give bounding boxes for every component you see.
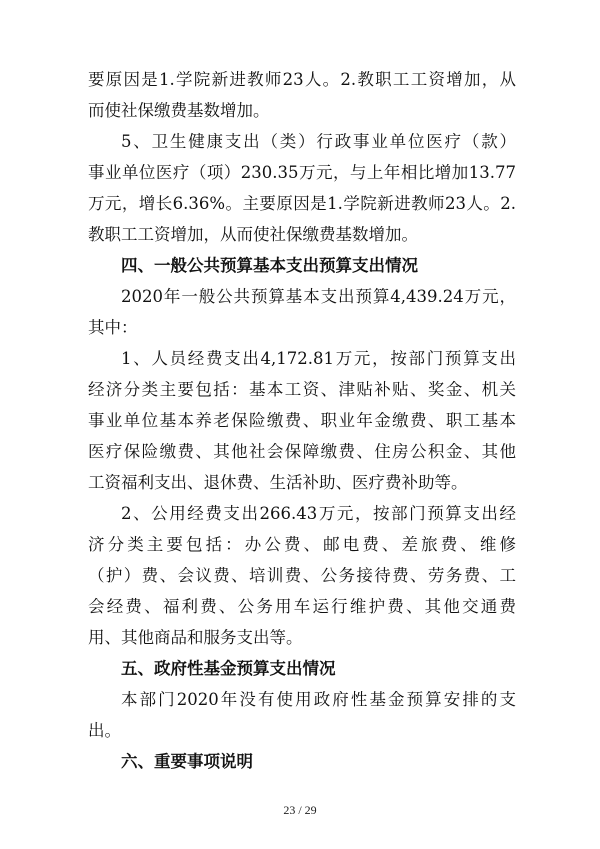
paragraph-line: 教职工工资增加，从而使社保缴费基数增加。 bbox=[88, 225, 418, 244]
paragraph-line: 2020年一般公共预算基本支出预算4,439.24万元， bbox=[121, 287, 516, 306]
paragraph-line: 要原因是1.学院新进教师23人。2.教职工工资增加，从 bbox=[88, 70, 516, 89]
paragraph-line: 工资福利支出、退休费、生活补助、医疗费补助等。 bbox=[88, 473, 468, 492]
paragraph-line: 2、公用经费支出266.43万元，按部门预算支出经 bbox=[121, 504, 516, 523]
paragraph-line: 而使社保缴费基数增加。 bbox=[88, 101, 270, 120]
document-body bbox=[88, 70, 516, 783]
paragraph-line: 出。 bbox=[88, 721, 121, 740]
paragraph-line: 会经费、福利费、公务用车运行维护费、其他交通费 bbox=[88, 597, 516, 616]
section-heading: 四、一般公共预算基本支出预算支出情况 bbox=[121, 256, 418, 275]
paragraph-line: 事业单位医疗（项）230.35万元，与上年相比增加13.77 bbox=[88, 163, 516, 182]
section-heading: 六、重要事项说明 bbox=[121, 752, 253, 771]
paragraph-line: 5、卫生健康支出（类）行政事业单位医疗（款） bbox=[121, 132, 516, 151]
paragraph-line: 万元，增长6.36%。主要原因是1.学院新进教师23人。2. bbox=[88, 194, 516, 213]
paragraph-line: 1、人员经费支出4,172.81万元，按部门预算支出 bbox=[121, 349, 516, 368]
paragraph-line: （护）费、会议费、培训费、公务接待费、劳务费、工 bbox=[88, 566, 516, 585]
paragraph-line: 事业单位基本养老保险缴费、职业年金缴费、职工基本 bbox=[88, 411, 516, 430]
paragraph-line: 用、其他商品和服务支出等。 bbox=[88, 628, 303, 647]
paragraph-line: 经济分类主要包括：基本工资、津贴补贴、奖金、机关 bbox=[88, 380, 516, 399]
paragraph-line: 济分类主要包括：办公费、邮电费、差旅费、维修 bbox=[88, 535, 516, 554]
page-number: 23 / 29 bbox=[283, 803, 317, 817]
paragraph-line: 本部门2020年没有使用政府性基金预算安排的支 bbox=[121, 690, 516, 709]
paragraph-line: 医疗保险缴费、其他社会保障缴费、住房公积金、其他 bbox=[88, 442, 516, 461]
section-heading: 五、政府性基金预算支出情况 bbox=[121, 659, 336, 678]
paragraph-line: 其中： bbox=[88, 318, 138, 337]
